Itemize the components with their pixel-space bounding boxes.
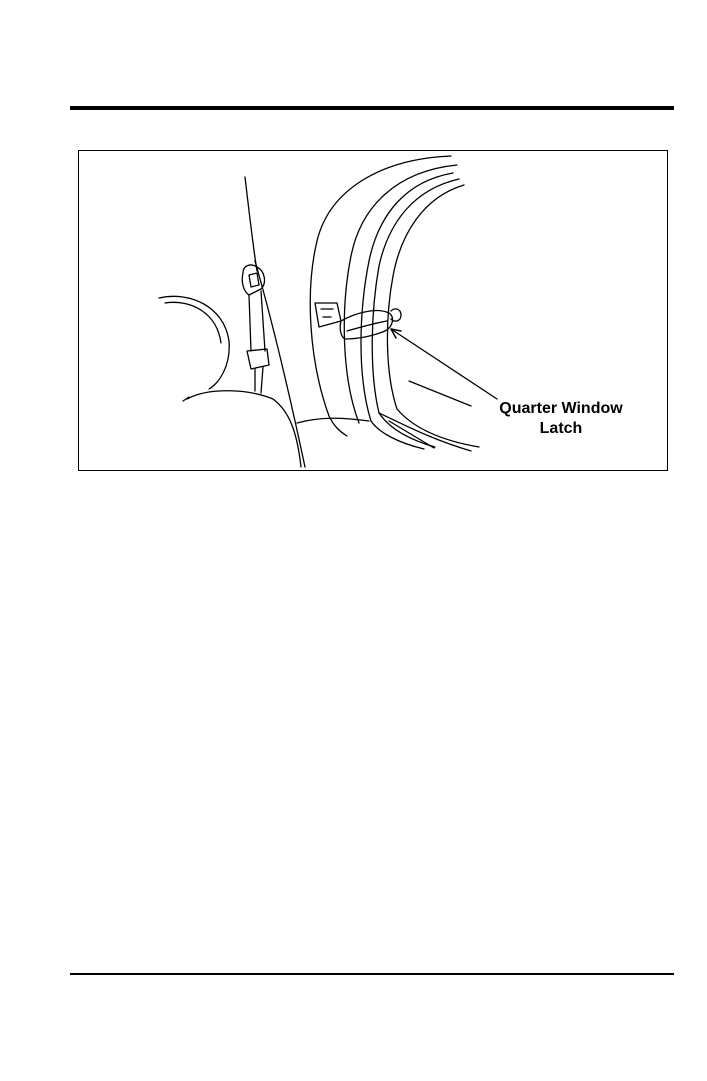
door-mid-curve (344, 165, 457, 423)
belt-strap-left (249, 295, 251, 351)
latch-base-detail (321, 309, 333, 317)
callout-arrow-line (391, 329, 497, 399)
belt-lower-strap (255, 367, 263, 393)
belt-upper-anchor-inner (249, 273, 259, 287)
callout-label (477, 399, 645, 439)
top-rule (70, 106, 674, 110)
latch-handle (340, 311, 392, 339)
lower-arrow-line (389, 421, 434, 448)
callout-line-1: Quarter Window (499, 400, 623, 417)
headrest-inner (165, 302, 221, 343)
headrest-outline (159, 296, 229, 389)
callout-line-2: Latch (539, 420, 583, 437)
callout-arrowhead (391, 329, 401, 338)
bottom-rule (70, 973, 674, 975)
belt-strap-right (261, 291, 265, 351)
latch-base (315, 303, 341, 327)
seat-top (187, 391, 301, 467)
pillar-line (409, 381, 471, 406)
belt-cable (245, 177, 257, 271)
figure-frame (78, 150, 668, 471)
latch-handle-detail (347, 321, 387, 331)
belt-buckle (247, 349, 269, 369)
belt-long-cable (255, 261, 305, 467)
lower-sill-line (379, 413, 471, 451)
